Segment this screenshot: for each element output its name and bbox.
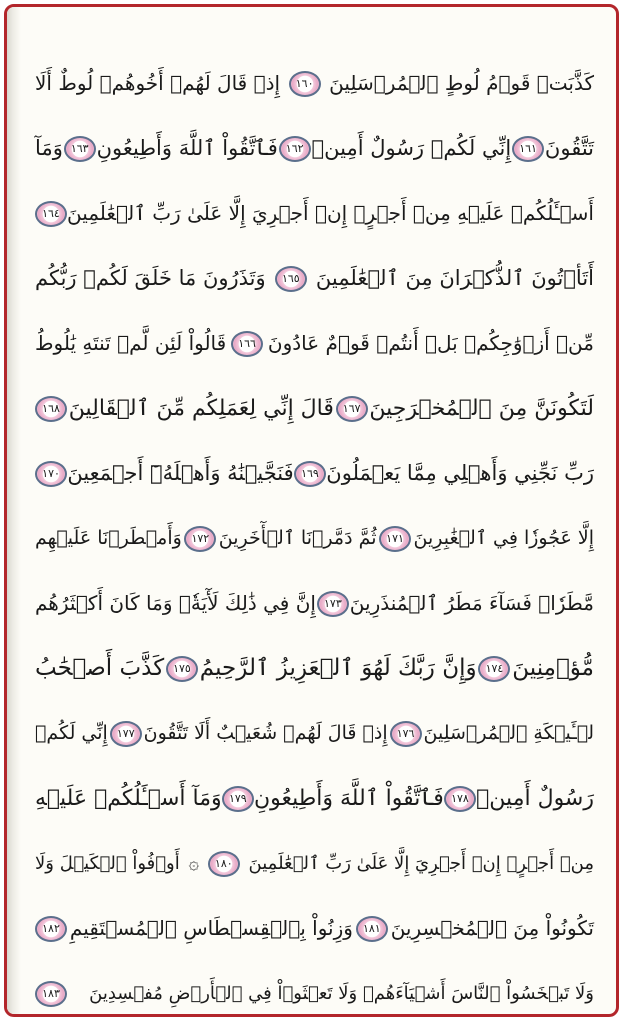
ayah-marker: ١٨٣ — [35, 981, 67, 1007]
page-frame — [4, 4, 619, 1017]
text-segment: فَنَجَّيۡنَٰهُ وَأَهۡلَهُۥٓ أَجۡمَعِينَ — [67, 461, 294, 485]
text-segment: وَلَا تَبۡخَسُواْ ٱلنَّاسَ أَشۡيَآءَهُمۡ وَلَا تَعۡثَوۡاْ فِي ٱلۡأَرۡضِ مُفۡسِدِينَ — [89, 983, 594, 1004]
ayah-marker: ١٦٩ — [294, 461, 326, 487]
text-segment: كَذَّبَ أَصۡحَٰبُ — [35, 655, 165, 681]
text-segment: وَأَمۡطَرۡنَا عَلَيۡهِم — [35, 527, 182, 549]
text-segment: لَتَكُونَنَّ مِنَ ٱلۡمُخۡرَجِينَ — [369, 396, 594, 421]
text-segment: إِنِّي لَكُمۡ رَسُولٌ أَمِينٞ — [311, 136, 512, 160]
text-segment: مَّطَرٗاۖ فَسَآءَ مَطَرُ ٱلۡمُنذَرِينَ — [349, 591, 594, 615]
text-line-15 — [35, 961, 594, 1017]
text-segment: مِّنۡ أَزۡوَٰجِكُمۚ بَلۡ أَنتُمۡ قَوۡمٌ عَادُونَ — [267, 331, 594, 355]
text-segment: وَمَآ أَسۡـَٔلُكُمۡ عَلَيۡهِ — [35, 786, 222, 811]
rub-el-hizb-icon: ۞ — [188, 853, 200, 874]
text-line-6 — [35, 376, 594, 441]
text-segment: وَتَذَرُونَ مَا خَلَقَ لَكُمۡ رَبُّكُم — [35, 266, 266, 290]
text-line-12 — [35, 766, 594, 831]
text-line-1 — [35, 51, 594, 116]
text-segment: مِنۡ أَجۡرٍۖ إِنۡ أَجۡرِيَ إِلَّا عَلَىٰ رَبِّ ٱلۡعَٰلَمِينَ — [248, 853, 594, 874]
ayah-marker: ١٧٣ — [317, 591, 349, 617]
ayah-marker: ١٨١ — [356, 916, 388, 942]
text-segment: تَكُونُواْ مِنَ ٱلۡمُخۡسِرِينَ — [390, 916, 594, 940]
ayah-marker: ١٨٠ — [208, 851, 240, 877]
text-line-8 — [35, 506, 594, 571]
binding-gutter — [7, 7, 21, 1014]
text-line-10 — [35, 636, 594, 701]
text-segment: إِلَّا عَجُوزٗا فِي ٱلۡغَٰبِرِينَ — [413, 527, 594, 549]
ayah-marker: ١٧٥ — [166, 656, 198, 682]
text-line-11 — [35, 701, 594, 766]
text-segment: تَتَّقُونَ — [544, 136, 594, 160]
text-segment: كَذَّبَتۡ قَوۡمُ لُوطٍ ٱلۡمُرۡسَلِينَ — [329, 71, 594, 95]
text-segment: فَٱتَّقُواْ ٱللَّهَ وَأَطِيعُونِ — [96, 136, 278, 160]
text-segment: لۡـَٔيۡكَةِ ٱلۡمُرۡسَلِينَ — [423, 722, 594, 744]
text-segment: وَزِنُواْ بِٱلۡقِسۡطَاسِ ٱلۡمُسۡتَقِيمِ — [69, 916, 353, 940]
text-segment: إِذۡ قَالَ لَهُمۡ شُعَيۡبٌ أَلَا تَتَّقُونَ — [143, 722, 388, 744]
text-line-3 — [35, 181, 594, 246]
text-line-4 — [35, 246, 594, 311]
text-line-5 — [35, 311, 594, 376]
ayah-marker: ١٦٠ — [289, 71, 321, 97]
text-segment: رَسُولٌ أَمِينٞ — [476, 786, 594, 811]
ayah-marker: ١٦٦ — [231, 331, 263, 357]
ayah-marker: ١٦٤ — [35, 201, 67, 227]
ayah-marker: ١٨٢ — [35, 916, 67, 942]
text-line-9 — [35, 571, 594, 636]
text-line-14 — [35, 896, 594, 961]
text-segment: قَالَ إِنِّي لِعَمَلِكُم مِّنَ ٱلۡقَالِينَ — [68, 396, 334, 421]
ayah-marker: ١٧٨ — [444, 786, 476, 812]
text-segment: رَبِّ نَجِّنِي وَأَهۡلِي مِمَّا يَعۡمَلُونَ — [326, 461, 594, 485]
text-segment: وَإِنَّ رَبَّكَ لَهُوَ ٱلۡعَزِيزُ ٱلرَّحِيمُ — [199, 655, 477, 681]
text-segment: فَٱتَّقُواْ ٱللَّهَ وَأَطِيعُونِ — [253, 786, 444, 811]
text-segment: وَمَآ — [35, 136, 63, 160]
ayah-marker: ١٧٤ — [478, 656, 510, 682]
ayah-marker: ١٧٦ — [390, 721, 422, 747]
text-segment: مُّؤۡمِنِينَ — [512, 655, 594, 681]
ayah-marker: ١٧٩ — [222, 786, 254, 812]
ayah-marker: ١٦٧ — [336, 396, 368, 422]
ayah-marker: ١٧٠ — [35, 461, 67, 487]
ayah-marker: ١٦٣ — [64, 136, 96, 162]
ayah-marker: ١٧٧ — [110, 721, 142, 747]
ayah-marker: ١٦٢ — [279, 136, 311, 162]
ayah-marker: ١٦٥ — [275, 266, 307, 292]
ayah-marker: ١٧١ — [379, 526, 411, 552]
text-segment: أَتَأۡتُونَ ٱلذُّكۡرَانَ مِنَ ٱلۡعَٰلَمِينَ — [315, 266, 594, 290]
text-segment: إِنِّي لَكُمۡ — [35, 722, 108, 744]
text-line-13 — [35, 831, 594, 896]
text-segment: أَوۡفُواْ ٱلۡكَيۡلَ وَلَا — [35, 853, 180, 874]
quran-text-block — [35, 51, 594, 1017]
text-segment: إِذۡ قَالَ لَهُمۡ أَخُوهُمۡ لُوطٌ أَلَا — [35, 71, 281, 95]
text-segment: قَالُواْ لَئِن لَّمۡ تَنتَهِ يَٰلُوطُ — [35, 331, 227, 355]
text-line-7 — [35, 441, 594, 506]
ayah-marker: ١٦١ — [512, 136, 544, 162]
text-line-2 — [35, 116, 594, 181]
ayah-marker: ١٧٢ — [184, 526, 216, 552]
text-segment: أَسۡـَٔلُكُمۡ عَلَيۡهِ مِنۡ أَجۡرٍۖ إِنۡ أَجۡرِيَ إِلَّا عَلَىٰ رَبِّ ٱلۡعَٰلَمِينَ — [66, 201, 594, 225]
text-segment: ثُمَّ دَمَّرۡنَا ٱلۡأٓخَرِينَ — [218, 527, 377, 549]
ayah-marker: ١٦٨ — [35, 396, 67, 422]
text-segment: إِنَّ فِي ذَٰلِكَ لَأٓيَةٗۖ وَمَا كَانَ أَكۡثَرُهُم — [35, 591, 316, 615]
